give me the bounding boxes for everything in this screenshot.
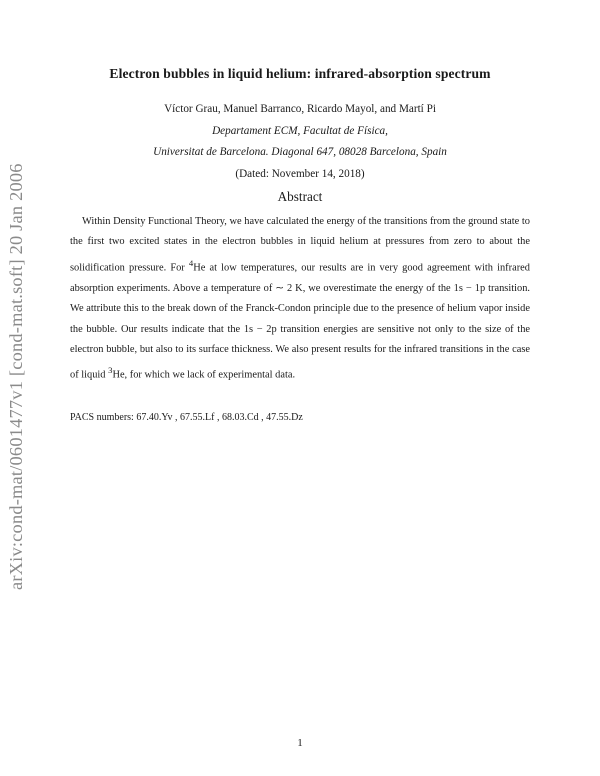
abstract-body <box>70 212 530 386</box>
abstract-heading: Abstract <box>277 189 323 204</box>
helium-3-superscript: 3 <box>108 365 113 376</box>
author-list: Víctor Grau, Manuel Barranco, Ricardo Mayol, and Martí Pi <box>164 103 436 115</box>
pacs-numbers: PACS numbers: 67.40.Yv , 67.55.Lf , 68.03.Cd , 47.55.Dz <box>70 412 303 423</box>
abstract-text-part2: He at low temperatures, our results are in very good agreement with infrared absorption experiments. Above a temperature of ∼ 2 K, we overestimate the energy of the 1s − 1p transition. We attribute this to the break down of the Franck-Condon principle due to the presence of helium vapor inside the bubble. Our results indicate that the 1s − 2p transition energies are sensitive not only to the size of the electron bubble, but also to its surface thickness. We also present results for the infrared transitions in the case of liquid <box>70 262 530 381</box>
abstract-text-part3: He, for which we lack of experimental data. <box>112 369 296 381</box>
affiliation-department: Departament ECM, Facultat de Física, <box>212 125 388 137</box>
page-number: 1 <box>297 737 303 749</box>
affiliation-address: Universitat de Barcelona. Diagonal 647, 08028 Barcelona, Spain <box>153 146 447 158</box>
date-line: (Dated: November 14, 2018) <box>235 168 365 180</box>
paper-title: Electron bubbles in liquid helium: infrared-absorption spectrum <box>109 66 491 81</box>
helium-4-superscript: 4 <box>188 257 194 268</box>
abstract-text-part1: Within Density Functional Theory, we have calculated the energy of the transitions from the ground state to the first two excited states in the electron bubbles in liquid helium at pressures from zero to about the solidification pressure. For <box>70 216 530 274</box>
arxiv-identifier-stamp: arXiv:cond-mat/0601477v1 [cond-mat.soft] 20 Jan 2006 <box>6 163 26 590</box>
